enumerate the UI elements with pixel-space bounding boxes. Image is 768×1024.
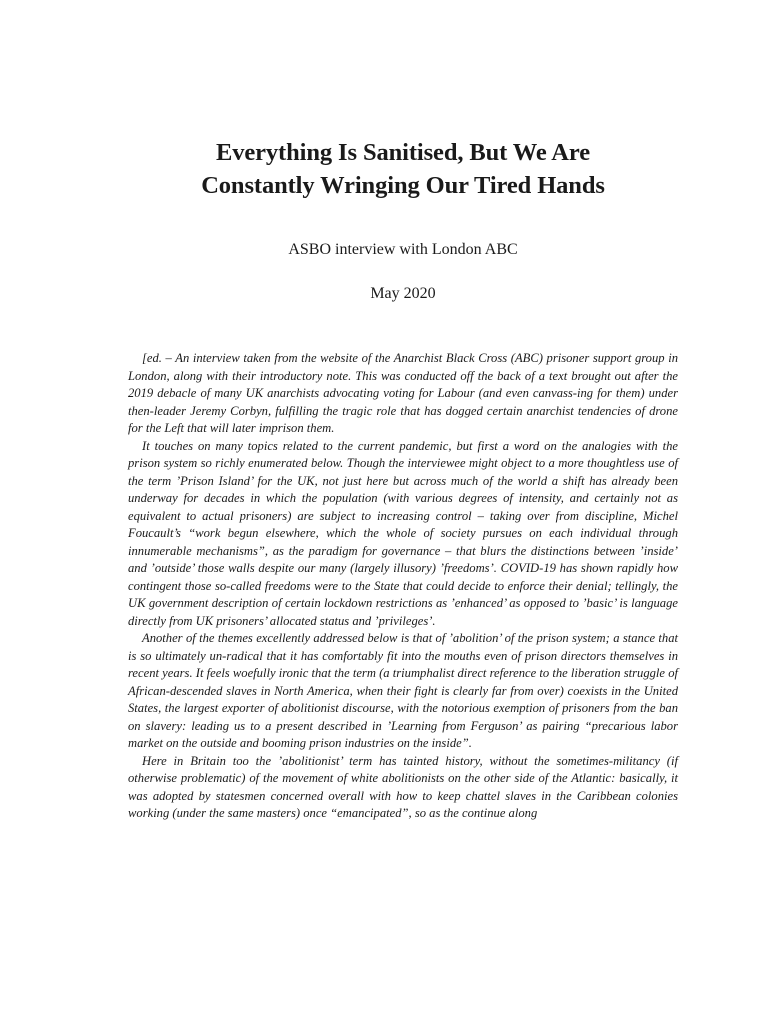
paragraph: [ed. – An interview taken from the website of the Anarchist Black Cross (ABC) prisoner support group in London, along with their introductory note. This was conducted off the back of a text brought out after the 2019 debacle of many UK anarchists advocating voting for Labour (and even canvass-ing for them) under then-leader Jeremy Corbyn, fulfilling the tragic role that has dogged certain anarchist tendencies of drone for the Left that will later imprison them. xyxy=(128,351,678,435)
paragraph: Another of the themes excellently addressed below is that of ’abolition’ of the prison system; a stance that is so ultimately un-radical that it has comfortably fit into the mouths even of prison directors themselves in recent years. It feels woefully ironic that the term (a triumphalist direct reference to the liberation struggle of African-descended slaves in North America, when their fight is clearly far from over) coexists in the United States, the largest exporter of abolitionist discourse, with the notorious exemption of prisoners from the ban on slavery: leading us to a present described in ’Learning from Ferguson’ as pairing “precarious labor market on the outside and booming prison industries on the inside”. xyxy=(128,631,678,750)
document-page xyxy=(128,136,678,823)
author-line: ASBO interview with London ABC xyxy=(288,241,518,258)
date-line: May 2020 xyxy=(370,285,436,302)
title-line-1: Everything Is Sanitised, But We Are xyxy=(215,139,591,166)
title-line-2: Constantly Wringing Our Tired Hands xyxy=(201,172,605,199)
paragraph: It touches on many topics related to the current pandemic, but first a word on the analogies with the prison system so richly enumerated below. Though the interviewee might object to a more thoughtless use of the term ’Prison Island’ for the UK, not just here but across much of the world a shift has already been underway for decades in which the population (with various degrees of intensity, and certainly not as equivalent to actual prisoners) are subject to increasing control – taking over from discipline, Michel Foucault’s “work begun elsewhere, which the whole of society pursues on each individual through innumerable mechanisms”, as the paradigm for governance – that blurs the distinctions between ’inside’ and ’outside’ those walls despite our many (largely illusory) ’freedoms’. COVID-19 has shown rapidly how contingent those so-called freedoms were to the State that could decide to enforce their denial; tellingly, the UK government description of certain lockdown restrictions as ’enhanced’ as opposed to ’basic’ is language directly from UK prisoners’ allocated status and ’privileges’. xyxy=(128,438,678,628)
paragraph: Here in Britain too the ’abolitionist’ term has tainted history, without the sometimes-militancy (if otherwise problematic) of the movement of white abolitionists on the other side of the Atlantic: basically, it was adopted by statesmen concerned overall with how to keep chattel slaves in the Caribbean colonies working (under the same masters) once “emancipated”, so as the continue along xyxy=(128,753,678,820)
body-text xyxy=(128,350,678,823)
document-title xyxy=(128,136,678,202)
